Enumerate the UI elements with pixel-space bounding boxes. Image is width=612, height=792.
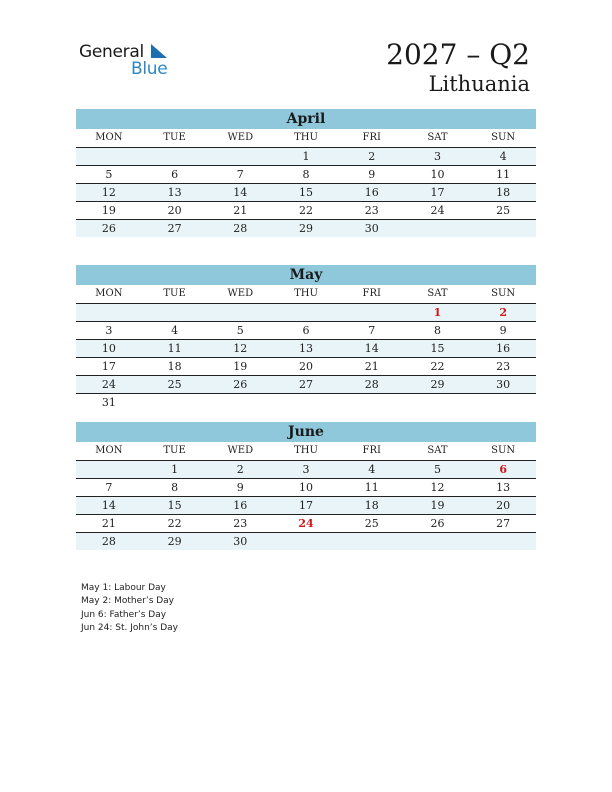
- week-row: [76, 322, 536, 340]
- day-cell: 30: [233, 535, 248, 548]
- empty-day-cell: [142, 304, 208, 321]
- month-header: April: [76, 109, 536, 129]
- day-cell: 25: [364, 517, 379, 530]
- month-june: [76, 422, 536, 550]
- empty-day-cell: [76, 461, 142, 478]
- day-of-week-label: SAT: [427, 288, 448, 299]
- week-row: [76, 304, 536, 322]
- day-cell: 27: [167, 222, 182, 235]
- day-cell: 13: [167, 186, 182, 199]
- empty-day-cell: [142, 148, 208, 165]
- empty-day-cell: [405, 220, 471, 237]
- day-cell: 18: [364, 499, 379, 512]
- day-cell: 11: [167, 342, 182, 355]
- week-row: [76, 497, 536, 515]
- day-cell: 19: [430, 499, 445, 512]
- day-cell: 6: [171, 168, 179, 181]
- day-cell: 15: [299, 186, 314, 199]
- day-cell: 19: [101, 204, 116, 217]
- day-cell: 30: [496, 378, 511, 391]
- empty-day-cell: [470, 394, 536, 411]
- day-cell: 8: [433, 324, 441, 337]
- day-cell: 7: [368, 324, 376, 337]
- day-cell: 11: [364, 481, 379, 494]
- week-row: [76, 202, 536, 220]
- day-cell: 26: [430, 517, 445, 530]
- day-cell: 14: [101, 499, 116, 512]
- day-of-week-label: WED: [227, 288, 254, 299]
- day-cell: 3: [302, 463, 310, 476]
- day-cell: 17: [101, 360, 116, 373]
- day-cell: 2: [368, 150, 376, 163]
- empty-day-cell: [76, 304, 142, 321]
- brand-logo: [79, 42, 179, 78]
- day-of-week-label: FRI: [362, 445, 381, 456]
- brand-word-blue: Blue: [131, 59, 168, 79]
- day-of-week-row: [76, 442, 536, 461]
- empty-day-cell: [273, 304, 339, 321]
- day-cell: 28: [233, 222, 248, 235]
- day-of-week-label: THU: [294, 288, 318, 299]
- empty-day-cell: [470, 220, 536, 237]
- day-cell: 9: [236, 481, 244, 494]
- week-row: [76, 358, 536, 376]
- day-cell: 24: [430, 204, 445, 217]
- empty-day-cell: [339, 394, 405, 411]
- day-of-week-label: SUN: [491, 132, 516, 143]
- day-of-week-label: TUE: [163, 445, 186, 456]
- day-cell: 21: [101, 517, 116, 530]
- week-row: [76, 340, 536, 358]
- day-cell: 8: [171, 481, 179, 494]
- week-row: [76, 184, 536, 202]
- day-of-week-label: MON: [95, 288, 123, 299]
- page-title: 2027 – Q2: [386, 38, 530, 71]
- day-cell: 24: [101, 378, 116, 391]
- day-cell: 29: [430, 378, 445, 391]
- day-cell: 10: [430, 168, 445, 181]
- day-cell: 28: [364, 378, 379, 391]
- day-cell: 12: [430, 481, 445, 494]
- holiday-list: [81, 582, 178, 635]
- day-of-week-label: TUE: [163, 132, 186, 143]
- day-cell: 21: [364, 360, 379, 373]
- day-cell: 18: [496, 186, 511, 199]
- day-cell: 12: [101, 186, 116, 199]
- day-cell: 23: [496, 360, 511, 373]
- day-cell: 24: [298, 517, 314, 530]
- day-cell: 7: [236, 168, 244, 181]
- day-cell: 16: [364, 186, 379, 199]
- day-cell: 15: [167, 499, 182, 512]
- day-of-week-label: THU: [294, 132, 318, 143]
- empty-day-cell: [142, 394, 208, 411]
- day-cell: 26: [233, 378, 248, 391]
- week-row: [76, 394, 536, 411]
- day-of-week-label: WED: [227, 445, 254, 456]
- day-cell: 4: [368, 463, 376, 476]
- day-of-week-label: TUE: [163, 288, 186, 299]
- day-cell: 1: [171, 463, 179, 476]
- day-cell: 18: [167, 360, 182, 373]
- empty-day-cell: [273, 394, 339, 411]
- week-row: [76, 461, 536, 479]
- day-cell: 1: [302, 150, 310, 163]
- day-cell: 27: [299, 378, 314, 391]
- day-cell: 9: [368, 168, 376, 181]
- day-cell: 14: [233, 186, 248, 199]
- day-of-week-label: SAT: [427, 445, 448, 456]
- day-cell: 31: [101, 396, 116, 409]
- day-cell: 29: [299, 222, 314, 235]
- month-header: June: [76, 422, 536, 442]
- day-cell: 2: [499, 306, 507, 319]
- week-row: [76, 166, 536, 184]
- day-cell: 3: [433, 150, 441, 163]
- day-cell: 30: [364, 222, 379, 235]
- day-cell: 4: [499, 150, 507, 163]
- brand-triangle-icon: [147, 44, 169, 60]
- week-row: [76, 148, 536, 166]
- empty-day-cell: [405, 394, 471, 411]
- day-cell: 10: [101, 342, 116, 355]
- day-of-week-label: FRI: [362, 288, 381, 299]
- day-of-week-label: MON: [95, 132, 123, 143]
- day-cell: 8: [302, 168, 310, 181]
- day-cell: 22: [167, 517, 182, 530]
- page-subtitle: Lithuania: [428, 72, 530, 96]
- day-cell: 27: [496, 517, 511, 530]
- week-row: [76, 533, 536, 550]
- holiday-list-item: Jun 6: Father’s Day: [81, 609, 167, 620]
- day-cell: 9: [499, 324, 507, 337]
- day-cell: 17: [430, 186, 445, 199]
- day-cell: 4: [171, 324, 179, 337]
- week-row: [76, 220, 536, 237]
- day-cell: 16: [233, 499, 248, 512]
- week-row: [76, 515, 536, 533]
- day-cell: 26: [101, 222, 116, 235]
- empty-day-cell: [339, 533, 405, 550]
- day-of-week-label: WED: [227, 132, 254, 143]
- day-cell: 1: [433, 306, 442, 319]
- day-of-week-label: FRI: [362, 132, 381, 143]
- day-of-week-label: SUN: [491, 288, 516, 299]
- holiday-list-item: May 1: Labour Day: [81, 583, 166, 593]
- day-cell: 20: [299, 360, 314, 373]
- empty-day-cell: [76, 148, 142, 165]
- empty-day-cell: [207, 304, 273, 321]
- day-cell: 23: [364, 204, 379, 217]
- day-cell: 25: [167, 378, 182, 391]
- day-cell: 2: [236, 463, 244, 476]
- day-of-week-label: SUN: [491, 445, 516, 456]
- day-cell: 14: [364, 342, 379, 355]
- day-cell: 7: [105, 481, 113, 494]
- day-cell: 12: [233, 342, 248, 355]
- empty-day-cell: [207, 148, 273, 165]
- day-cell: 11: [496, 168, 511, 181]
- holiday-list-item: Jun 24: St. John’s Day: [81, 622, 178, 633]
- day-cell: 29: [167, 535, 182, 548]
- day-cell: 6: [302, 324, 310, 337]
- day-of-week-row: [76, 285, 536, 304]
- day-cell: 5: [433, 463, 441, 476]
- day-cell: 10: [299, 481, 314, 494]
- day-cell: 5: [105, 168, 113, 181]
- month-may: [76, 265, 536, 411]
- day-cell: 20: [496, 499, 511, 512]
- day-cell: 13: [299, 342, 314, 355]
- day-cell: 22: [430, 360, 445, 373]
- day-cell: 13: [496, 481, 511, 494]
- day-cell: 23: [233, 517, 248, 530]
- empty-day-cell: [405, 533, 471, 550]
- day-cell: 5: [236, 324, 244, 337]
- week-row: [76, 479, 536, 497]
- day-cell: 28: [101, 535, 116, 548]
- day-of-week-label: SAT: [427, 132, 448, 143]
- week-row: [76, 376, 536, 394]
- empty-day-cell: [273, 533, 339, 550]
- brand-word-general: General: [79, 42, 144, 62]
- month-april: [76, 109, 536, 237]
- day-cell: 20: [167, 204, 182, 217]
- day-of-week-label: MON: [95, 445, 123, 456]
- day-cell: 21: [233, 204, 248, 217]
- day-cell: 25: [496, 204, 511, 217]
- day-cell: 22: [299, 204, 314, 217]
- day-cell: 3: [105, 324, 113, 337]
- day-of-week-row: [76, 129, 536, 148]
- day-of-week-label: THU: [294, 445, 318, 456]
- holiday-list-item: May 2: Mother’s Day: [81, 596, 175, 607]
- day-cell: 15: [430, 342, 445, 355]
- empty-day-cell: [470, 533, 536, 550]
- day-cell: 16: [496, 342, 511, 355]
- empty-day-cell: [339, 304, 405, 321]
- day-cell: 19: [233, 360, 248, 373]
- month-header: May: [76, 265, 536, 285]
- day-cell: 17: [299, 499, 314, 512]
- day-cell: 6: [499, 463, 507, 476]
- empty-day-cell: [207, 394, 273, 411]
